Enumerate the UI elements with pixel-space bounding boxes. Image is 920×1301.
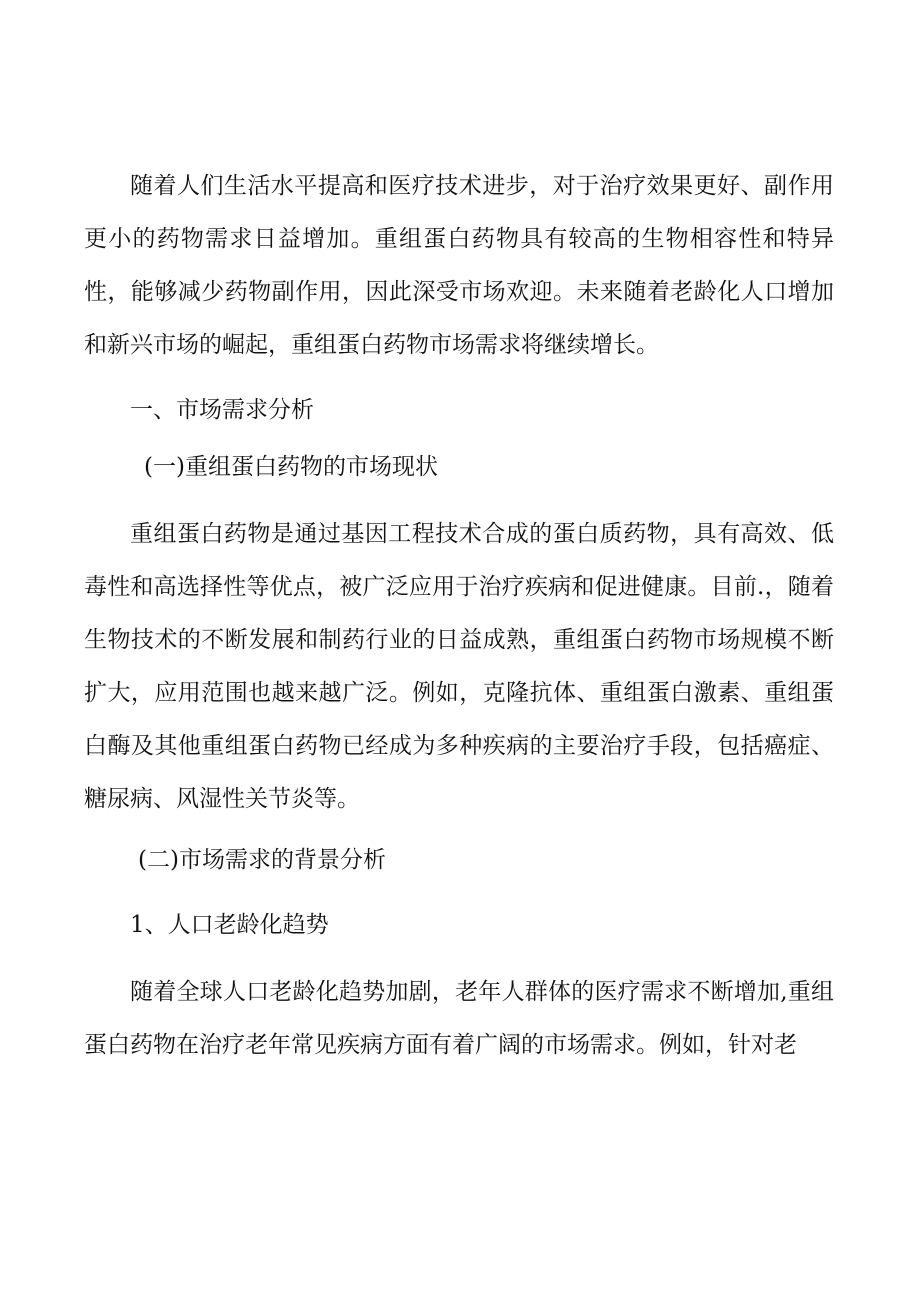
intro-paragraph: 随着人们生活水平提高和医疗技术进步，对于治疗效果更好、副作用更小的药物需求日益增加。重组蛋白药物具有较高的生物相容性和特异性，能够减少药物副作用，因此深受市场欢迎。未来随着老龄化人口增加和新兴市场的崛起，重组蛋白药物市场需求将继续增长。: [84, 173, 834, 358]
section-heading-market-demand: 一、市场需求分析: [130, 397, 314, 423]
subsection-heading-demand-background: (二)市场需求的背景分析: [138, 847, 386, 873]
market-status-paragraph: 重组蛋白药物是通过基因工程技术合成的蛋白质药物，具有高效、低毒性和高选择性等优点，被广泛应用于治疗疾病和促进健康。目前.，随着生物技术的不断发展和制药行业的日益成熟，重组蛋白药物市场规模不断扩大，应用范围也越来越广泛。例如，克隆抗体、重组蛋白激素、重组蛋白酶及其他重组蛋白药物已经成为多种疾病的主要治疗手段，包括癌症、糖尿病、风湿性关节炎等。: [84, 521, 834, 812]
item-heading-aging-trend: 1、人口老龄化趋势: [130, 912, 329, 938]
document-body: [84, 160, 834, 1072]
subsection-heading-market-status: (一)重组蛋白药物的市场现状: [144, 454, 438, 480]
aging-trend-paragraph: 随着全球人口老龄化趋势加剧，老年人群体的医疗需求不断增加,重组蛋白药物在治疗老年常见疾病方面有着广阔的市场需求。例如，针对老: [84, 979, 834, 1058]
